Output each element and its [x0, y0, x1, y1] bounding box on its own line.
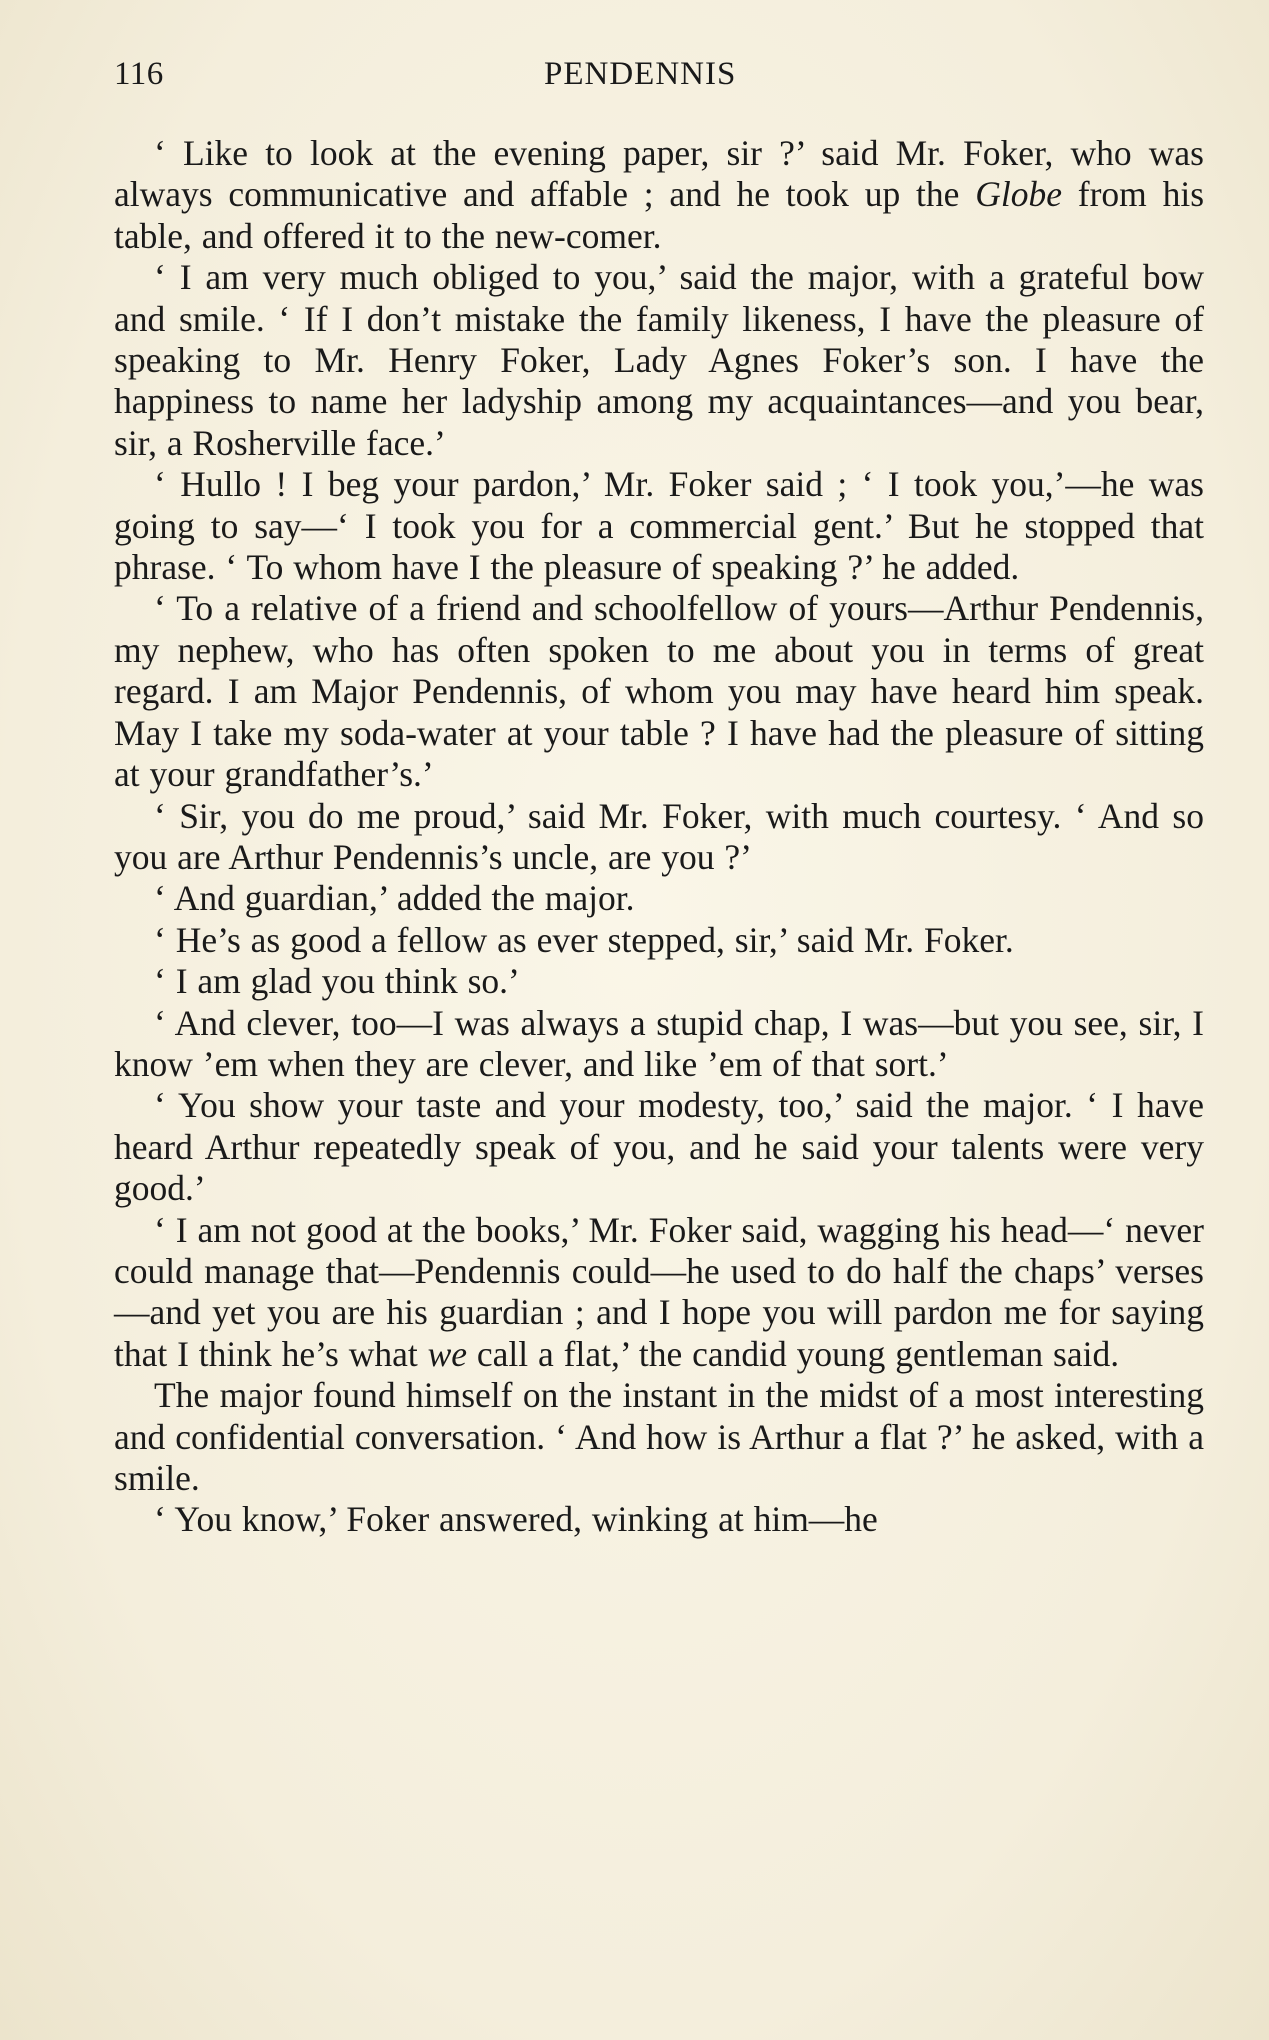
page-header	[114, 56, 1204, 100]
paragraph: ‘ And guardian,’ added the major.	[154, 878, 635, 919]
paragraph: ‘ And clever, too—I was always a stupid chap, I was—but you see, sir, I know ’em when they are clever, and like ’em of that sort.’	[114, 1002, 1204, 1084]
paragraph: ‘ You know,’ Foker answered, winking at him—he	[154, 1499, 878, 1540]
paragraph: ‘ I am not good at the books,’ Mr. Foker said, wagging his head—‘ never could manage that—Pendennis could—he used to do half the chaps’ verses—and yet you are his guardian ; and I hope you will pardon me for saying that I think he’s what we call a flat,’ the candid young gentleman said.	[114, 1209, 1204, 1374]
italic-word: we	[427, 1333, 468, 1374]
paragraph: ‘ Sir, you do me proud,’ said Mr. Foker, with much courtesy. ‘ And so you are Arthur Pendennis’s uncle, are you ?’	[114, 795, 1204, 877]
paragraph: ‘ I am glad you think so.’	[154, 961, 520, 1002]
italic-word: Globe	[975, 174, 1062, 215]
paragraph: ‘ To a relative of a friend and schoolfellow of yours—Arthur Pendennis, my nephew, who has often spoken to me about you in terms of great regard. I am Major Pendennis, of whom you may have heard him speak. May I take my soda-water at your table ? I have had the pleasure of sitting at your grandfather’s.’	[114, 588, 1204, 795]
paragraph: The major found himself on the instant in the midst of a most interesting and confidential conversation. ‘ And how is Arthur a flat ?’ he asked, with a smile.	[114, 1375, 1204, 1498]
page-number: 116	[114, 56, 164, 92]
paragraph: ‘ I am very much obliged to you,’ said the major, with a grateful bow and smile. ‘ If I don’t mistake the family likeness, I have the pleasure of speaking to Mr. Henry Foker, Lady Agnes Foker’s son. I have the happiness to name her ladyship among my acquaintances—and you bear, sir, a Rosherville face.’	[114, 257, 1204, 463]
paragraph: ‘ Like to look at the evening paper, sir ?’ said Mr. Foker, who was always communicative and affable ; and he took up the Globe from his table, and offered it to the new-comer.	[114, 133, 1205, 256]
paragraph: ‘ He’s as good a fellow as ever stepped, sir,’ said Mr. Foker.	[154, 919, 1014, 960]
paragraph: ‘ Hullo ! I beg your pardon,’ Mr. Foker said ; ‘ I took you,’—he was going to say—‘ I took you for a commercial gent.’ But he stopped that phrase. ‘ To whom have I the pleasure of speaking ?’ he added.	[114, 464, 1204, 588]
paragraph: ‘ You show your taste and your modesty, too,’ said the major. ‘ I have heard Arthur repeatedly speak of you, and he said your talents were very good.’	[114, 1085, 1204, 1209]
body-text	[114, 133, 1204, 1541]
running-title: PENDENNIS	[544, 56, 737, 92]
